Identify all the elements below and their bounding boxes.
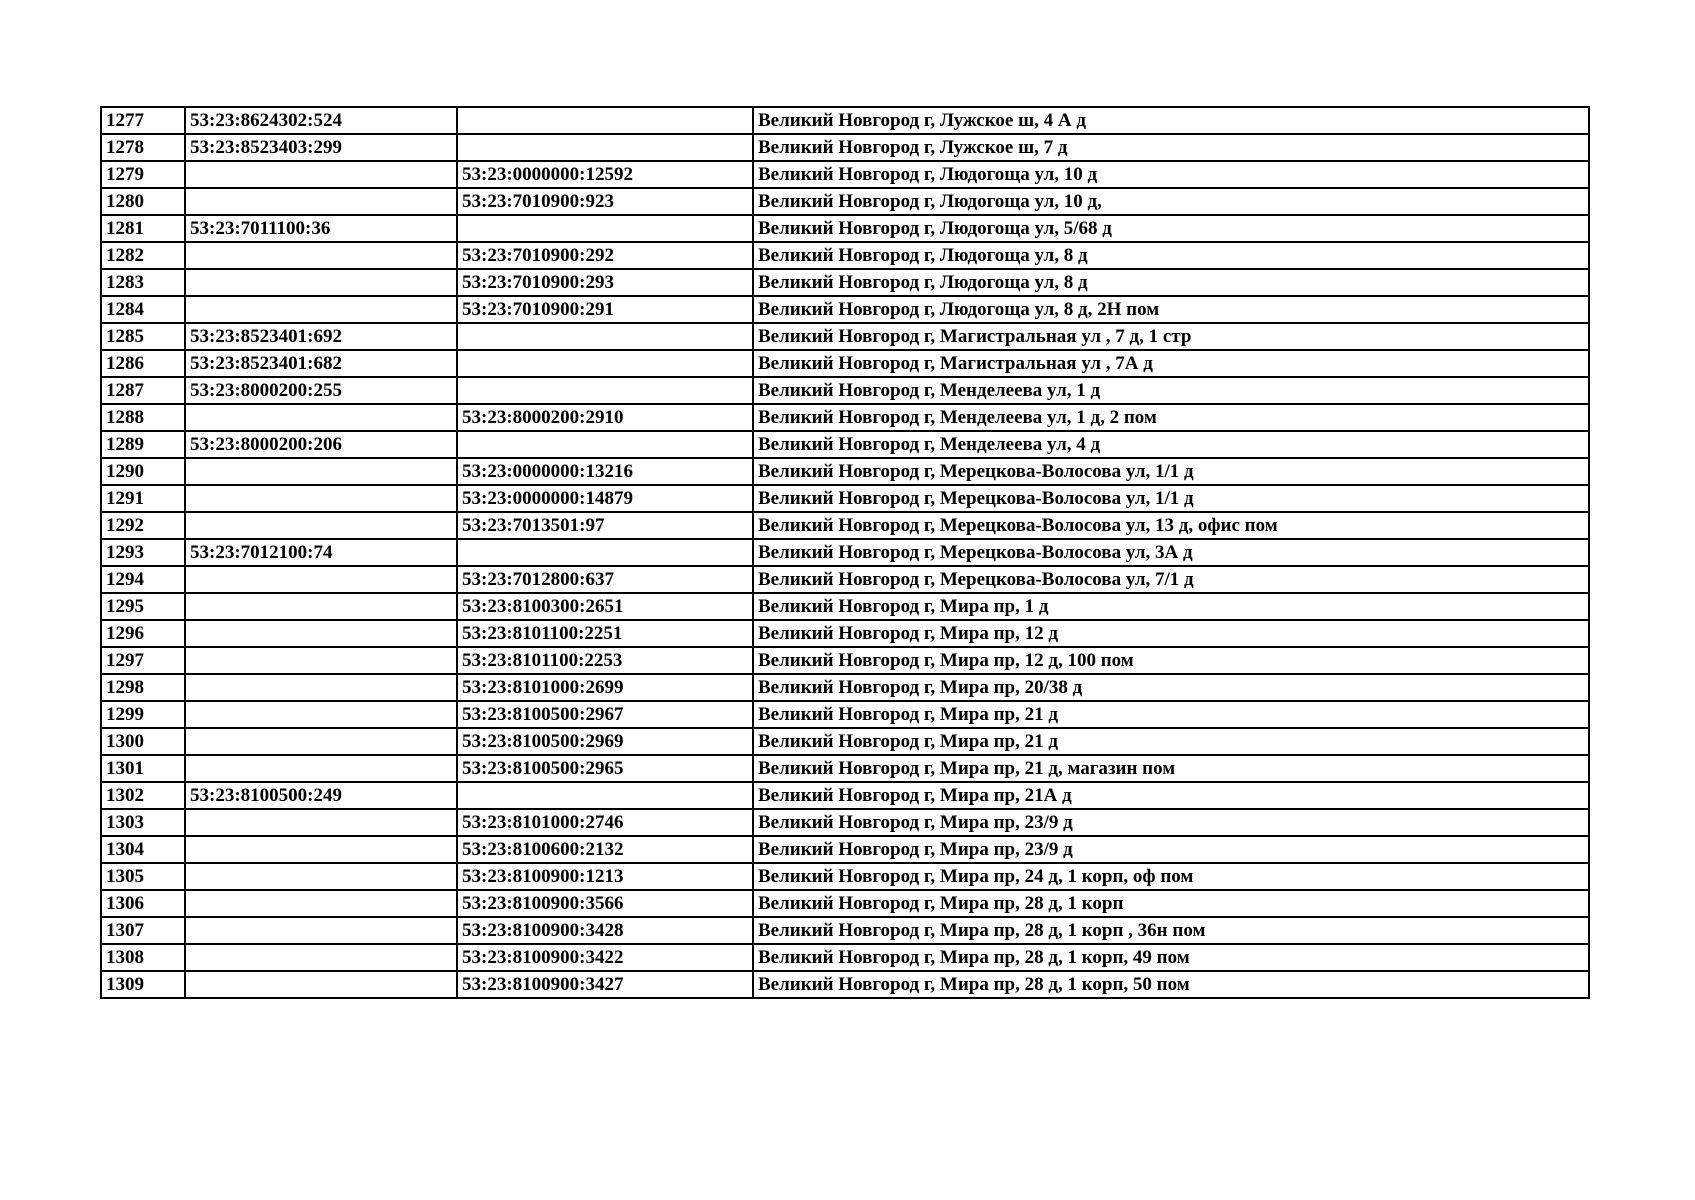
parcel-cadastral-number-cell: 53:23:8523403:299 — [185, 134, 457, 161]
parcel-cadastral-number-cell: 53:23:7011100:36 — [185, 215, 457, 242]
address-cell: Великий Новгород г, Мерецкова-Волосова ул, 7/1 д — [753, 566, 1589, 593]
object-cadastral-number-cell: 53:23:8101100:2251 — [457, 620, 753, 647]
object-cadastral-number-cell — [457, 377, 753, 404]
object-cadastral-number-cell: 53:23:8000200:2910 — [457, 404, 753, 431]
parcel-cadastral-number-cell — [185, 863, 457, 890]
address-cell: Великий Новгород г, Лужское ш, 4 А д — [753, 107, 1589, 134]
table-row — [101, 350, 1589, 377]
parcel-cadastral-number-cell — [185, 674, 457, 701]
table-row — [101, 566, 1589, 593]
row-number-cell: 1283 — [101, 269, 185, 296]
parcel-cadastral-number-cell: 53:23:8624302:524 — [185, 107, 457, 134]
object-cadastral-number-cell: 53:23:7010900:293 — [457, 269, 753, 296]
address-cell: Великий Новгород г, Людогоща ул, 8 д — [753, 269, 1589, 296]
address-cell: Великий Новгород г, Мира пр, 20/38 д — [753, 674, 1589, 701]
object-cadastral-number-cell: 53:23:0000000:13216 — [457, 458, 753, 485]
object-cadastral-number-cell — [457, 323, 753, 350]
parcel-cadastral-number-cell — [185, 890, 457, 917]
table-row — [101, 188, 1589, 215]
address-cell: Великий Новгород г, Менделеева ул, 1 д — [753, 377, 1589, 404]
table-row — [101, 215, 1589, 242]
row-number-cell: 1286 — [101, 350, 185, 377]
row-number-cell: 1308 — [101, 944, 185, 971]
object-cadastral-number-cell — [457, 782, 753, 809]
table-row — [101, 134, 1589, 161]
object-cadastral-number-cell: 53:23:8100600:2132 — [457, 836, 753, 863]
row-number-cell: 1297 — [101, 647, 185, 674]
table-row — [101, 431, 1589, 458]
address-cell: Великий Новгород г, Людогоща ул, 8 д, 2Н пом — [753, 296, 1589, 323]
parcel-cadastral-number-cell — [185, 161, 457, 188]
row-number-cell: 1290 — [101, 458, 185, 485]
row-number-cell: 1282 — [101, 242, 185, 269]
table-row — [101, 782, 1589, 809]
row-number-cell: 1307 — [101, 917, 185, 944]
address-cell: Великий Новгород г, Магистральная ул , 7 д, 1 стр — [753, 323, 1589, 350]
parcel-cadastral-number-cell — [185, 647, 457, 674]
table-row — [101, 620, 1589, 647]
table-row — [101, 404, 1589, 431]
table-row — [101, 755, 1589, 782]
object-cadastral-number-cell: 53:23:8100500:2967 — [457, 701, 753, 728]
table-row — [101, 323, 1589, 350]
parcel-cadastral-number-cell — [185, 944, 457, 971]
table-row — [101, 674, 1589, 701]
table-row — [101, 296, 1589, 323]
object-cadastral-number-cell: 53:23:8100300:2651 — [457, 593, 753, 620]
parcel-cadastral-number-cell — [185, 971, 457, 998]
parcel-cadastral-number-cell — [185, 512, 457, 539]
row-number-cell: 1304 — [101, 836, 185, 863]
table-row — [101, 863, 1589, 890]
row-number-cell: 1299 — [101, 701, 185, 728]
table-row — [101, 917, 1589, 944]
address-cell: Великий Новгород г, Мира пр, 21 д, магазин пом — [753, 755, 1589, 782]
address-cell: Великий Новгород г, Людогоща ул, 10 д — [753, 161, 1589, 188]
address-cell: Великий Новгород г, Мира пр, 24 д, 1 корп, оф пом — [753, 863, 1589, 890]
object-cadastral-number-cell: 53:23:7010900:291 — [457, 296, 753, 323]
parcel-cadastral-number-cell: 53:23:7012100:74 — [185, 539, 457, 566]
parcel-cadastral-number-cell: 53:23:8000200:206 — [185, 431, 457, 458]
row-number-cell: 1309 — [101, 971, 185, 998]
address-cell: Великий Новгород г, Мира пр, 28 д, 1 корп , 36н пом — [753, 917, 1589, 944]
address-cell: Великий Новгород г, Менделеева ул, 4 д — [753, 431, 1589, 458]
address-cell: Великий Новгород г, Мира пр, 28 д, 1 корп — [753, 890, 1589, 917]
table-row — [101, 944, 1589, 971]
table-row — [101, 242, 1589, 269]
parcel-cadastral-number-cell — [185, 620, 457, 647]
address-cell: Великий Новгород г, Мира пр, 12 д, 100 пом — [753, 647, 1589, 674]
object-cadastral-number-cell: 53:23:8100500:2965 — [457, 755, 753, 782]
row-number-cell: 1280 — [101, 188, 185, 215]
table-row — [101, 647, 1589, 674]
address-cell: Великий Новгород г, Мерецкова-Волосова ул, 3А д — [753, 539, 1589, 566]
parcel-cadastral-number-cell — [185, 566, 457, 593]
address-cell: Великий Новгород г, Мира пр, 12 д — [753, 620, 1589, 647]
table-row — [101, 458, 1589, 485]
object-cadastral-number-cell — [457, 431, 753, 458]
row-number-cell: 1277 — [101, 107, 185, 134]
table-row — [101, 701, 1589, 728]
object-cadastral-number-cell: 53:23:8101100:2253 — [457, 647, 753, 674]
parcel-cadastral-number-cell — [185, 458, 457, 485]
table-row — [101, 161, 1589, 188]
table-row — [101, 971, 1589, 998]
cadastral-table — [100, 106, 1590, 999]
table-body — [101, 107, 1589, 998]
table-row — [101, 890, 1589, 917]
row-number-cell: 1294 — [101, 566, 185, 593]
address-cell: Великий Новгород г, Мира пр, 23/9 д — [753, 836, 1589, 863]
row-number-cell: 1287 — [101, 377, 185, 404]
row-number-cell: 1292 — [101, 512, 185, 539]
address-cell: Великий Новгород г, Людогоща ул, 5/68 д — [753, 215, 1589, 242]
parcel-cadastral-number-cell — [185, 701, 457, 728]
object-cadastral-number-cell — [457, 539, 753, 566]
object-cadastral-number-cell: 53:23:8101000:2746 — [457, 809, 753, 836]
address-cell: Великий Новгород г, Мерецкова-Волосова ул, 1/1 д — [753, 458, 1589, 485]
object-cadastral-number-cell: 53:23:8100900:3422 — [457, 944, 753, 971]
address-cell: Великий Новгород г, Мира пр, 21 д — [753, 701, 1589, 728]
address-cell: Великий Новгород г, Лужское ш, 7 д — [753, 134, 1589, 161]
row-number-cell: 1288 — [101, 404, 185, 431]
row-number-cell: 1302 — [101, 782, 185, 809]
object-cadastral-number-cell — [457, 350, 753, 377]
parcel-cadastral-number-cell — [185, 728, 457, 755]
row-number-cell: 1281 — [101, 215, 185, 242]
object-cadastral-number-cell: 53:23:8100900:3428 — [457, 917, 753, 944]
row-number-cell: 1306 — [101, 890, 185, 917]
table-row — [101, 512, 1589, 539]
parcel-cadastral-number-cell: 53:23:8523401:682 — [185, 350, 457, 377]
table-row — [101, 539, 1589, 566]
object-cadastral-number-cell: 53:23:8101000:2699 — [457, 674, 753, 701]
row-number-cell: 1284 — [101, 296, 185, 323]
object-cadastral-number-cell: 53:23:7010900:292 — [457, 242, 753, 269]
object-cadastral-number-cell: 53:23:0000000:14879 — [457, 485, 753, 512]
address-cell: Великий Новгород г, Мерецкова-Волосова ул, 1/1 д — [753, 485, 1589, 512]
object-cadastral-number-cell: 53:23:0000000:12592 — [457, 161, 753, 188]
object-cadastral-number-cell — [457, 134, 753, 161]
address-cell: Великий Новгород г, Мира пр, 21А д — [753, 782, 1589, 809]
object-cadastral-number-cell: 53:23:7012800:637 — [457, 566, 753, 593]
table-row — [101, 377, 1589, 404]
parcel-cadastral-number-cell — [185, 404, 457, 431]
parcel-cadastral-number-cell: 53:23:8000200:255 — [185, 377, 457, 404]
table-row — [101, 107, 1589, 134]
parcel-cadastral-number-cell: 53:23:8523401:692 — [185, 323, 457, 350]
row-number-cell: 1305 — [101, 863, 185, 890]
object-cadastral-number-cell: 53:23:7013501:97 — [457, 512, 753, 539]
table-row — [101, 728, 1589, 755]
address-cell: Великий Новгород г, Людогоща ул, 8 д — [753, 242, 1589, 269]
row-number-cell: 1301 — [101, 755, 185, 782]
address-cell: Великий Новгород г, Мира пр, 21 д — [753, 728, 1589, 755]
table-row — [101, 593, 1589, 620]
object-cadastral-number-cell: 53:23:7010900:923 — [457, 188, 753, 215]
row-number-cell: 1289 — [101, 431, 185, 458]
parcel-cadastral-number-cell — [185, 242, 457, 269]
row-number-cell: 1279 — [101, 161, 185, 188]
address-cell: Великий Новгород г, Мира пр, 28 д, 1 корп, 50 пом — [753, 971, 1589, 998]
parcel-cadastral-number-cell — [185, 917, 457, 944]
parcel-cadastral-number-cell — [185, 485, 457, 512]
parcel-cadastral-number-cell: 53:23:8100500:249 — [185, 782, 457, 809]
row-number-cell: 1278 — [101, 134, 185, 161]
parcel-cadastral-number-cell — [185, 809, 457, 836]
row-number-cell: 1300 — [101, 728, 185, 755]
table-row — [101, 836, 1589, 863]
address-cell: Великий Новгород г, Мира пр, 28 д, 1 корп, 49 пом — [753, 944, 1589, 971]
table-row — [101, 809, 1589, 836]
parcel-cadastral-number-cell — [185, 755, 457, 782]
row-number-cell: 1303 — [101, 809, 185, 836]
row-number-cell: 1295 — [101, 593, 185, 620]
object-cadastral-number-cell: 53:23:8100900:3427 — [457, 971, 753, 998]
parcel-cadastral-number-cell — [185, 593, 457, 620]
address-cell: Великий Новгород г, Магистральная ул , 7А д — [753, 350, 1589, 377]
row-number-cell: 1293 — [101, 539, 185, 566]
parcel-cadastral-number-cell — [185, 836, 457, 863]
address-cell: Великий Новгород г, Людогоща ул, 10 д, — [753, 188, 1589, 215]
row-number-cell: 1298 — [101, 674, 185, 701]
object-cadastral-number-cell — [457, 215, 753, 242]
address-cell: Великий Новгород г, Мира пр, 23/9 д — [753, 809, 1589, 836]
object-cadastral-number-cell: 53:23:8100900:1213 — [457, 863, 753, 890]
address-cell: Великий Новгород г, Мира пр, 1 д — [753, 593, 1589, 620]
table-row — [101, 269, 1589, 296]
table-row — [101, 485, 1589, 512]
row-number-cell: 1291 — [101, 485, 185, 512]
object-cadastral-number-cell: 53:23:8100500:2969 — [457, 728, 753, 755]
object-cadastral-number-cell: 53:23:8100900:3566 — [457, 890, 753, 917]
row-number-cell: 1296 — [101, 620, 185, 647]
object-cadastral-number-cell — [457, 107, 753, 134]
address-cell: Великий Новгород г, Менделеева ул, 1 д, 2 пом — [753, 404, 1589, 431]
parcel-cadastral-number-cell — [185, 188, 457, 215]
parcel-cadastral-number-cell — [185, 269, 457, 296]
parcel-cadastral-number-cell — [185, 296, 457, 323]
row-number-cell: 1285 — [101, 323, 185, 350]
address-cell: Великий Новгород г, Мерецкова-Волосова ул, 13 д, офис пом — [753, 512, 1589, 539]
